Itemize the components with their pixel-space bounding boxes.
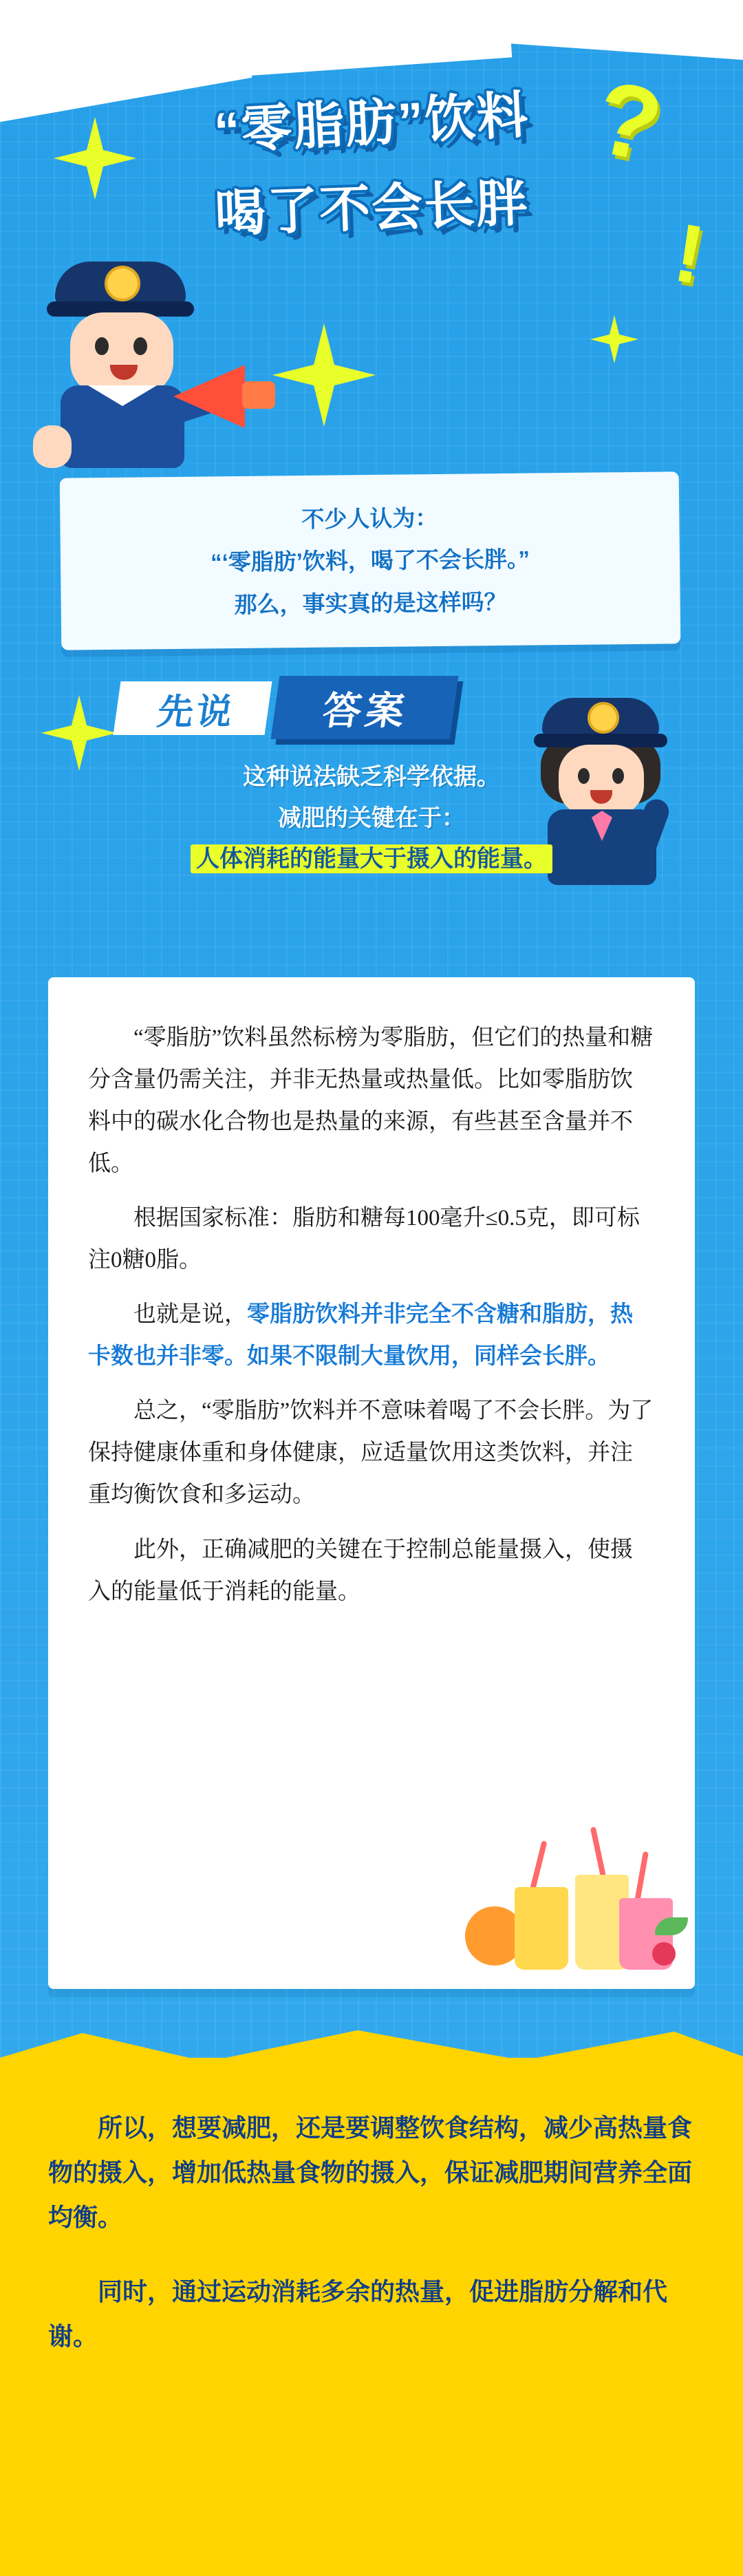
paragraph-emphasis: 零脂肪饮料并非完全不含糖和脂肪，热卡数也并非零。如果不限制大量饮用，同样会长胖。 <box>88 1302 633 1370</box>
footer-paragraph-1: 所以，想要减肥，还是要调整饮食结构，减少高热量食物的摄入，增加低热量食物的摄入，保证减肥期间营养全面均衡。 <box>48 2114 693 2231</box>
footer-paragraph-2: 同时，通过运动消耗多余的热量，促进脂肪分解和代谢。 <box>48 2277 668 2351</box>
article-paragraph: “零脂肪”饮料虽然标榜为零脂肪，但它们的热量和糖分含量仍需关注，并非无热量或热量低。比如零脂肪饮料中的碳水化合物也是热量的来源，有些甚至含量并不低。 <box>88 1025 654 1177</box>
answer-tag-left: 先说 <box>155 692 238 732</box>
star-decoration-2 <box>272 323 376 427</box>
megaphone-icon <box>173 358 277 432</box>
quote-line-1: 不少人认为： <box>301 505 438 533</box>
quote-line-2: “‘零脂肪’饮料，喝了不会长胖。” <box>210 546 530 575</box>
article-paragraph: 此外，正确减肥的关键在于控制总能量摄入，使摄入的能量低于消耗的能量。 <box>88 1537 633 1604</box>
footer-section <box>0 2058 743 2576</box>
answer-line-2: 减肥的关键在于： <box>278 805 465 831</box>
thumbs-up-icon <box>33 425 72 468</box>
straw-icon-2 <box>590 1827 607 1882</box>
paragraph-prefix: 也就是说， <box>133 1302 247 1328</box>
officer-badge-icon <box>105 266 140 301</box>
drink-cup-icon-1 <box>515 1887 568 1970</box>
answer-section <box>0 674 743 964</box>
footer-torn-edge <box>0 2026 743 2088</box>
title-line-2: 喝了不会长胖 <box>213 174 530 242</box>
header-section <box>0 0 743 482</box>
answer-line-1: 这种说法缺乏科学依据。 <box>243 764 500 790</box>
article-paragraph: 根据国家标准：脂肪和糖每100毫升≤0.5克，即可标注0糖0脂。 <box>88 1206 640 1273</box>
exclamation-mark-icon: ! <box>667 206 711 302</box>
answer-tag-right: 答案 <box>320 689 411 732</box>
megaphone-cone <box>173 365 245 428</box>
quote-card <box>60 471 681 650</box>
drinks-illustration <box>449 1832 676 1977</box>
officer2-badge-icon <box>588 702 619 734</box>
answer-text-block <box>0 757 743 880</box>
title-line-1: “零脂肪”饮料 <box>213 86 531 160</box>
berry-icon <box>652 1942 676 1966</box>
officer-eye-right <box>133 337 147 355</box>
article-paragraph-mixed <box>88 1294 655 1378</box>
article-paragraph: 总之，“零脂肪”饮料并不意味着喝了不会长胖。为了保持健康体重和身体健康，应适量饮用这类饮料，并注重均衡饮食和多运动。 <box>88 1398 654 1508</box>
article-card <box>48 977 695 1989</box>
star-decoration-3 <box>590 315 638 363</box>
question-mark-icon: ? <box>586 58 672 184</box>
officer-face <box>70 312 173 395</box>
answer-line-3-highlight: 人体消耗的能量大于摄入的能量。 <box>191 844 552 873</box>
police-officer-mascot <box>28 255 234 475</box>
quote-line-3: 那么，事实真的是这样吗？ <box>234 588 507 617</box>
officer-mouth <box>110 365 138 380</box>
megaphone-body <box>242 381 275 409</box>
officer-eye-left <box>95 337 109 355</box>
